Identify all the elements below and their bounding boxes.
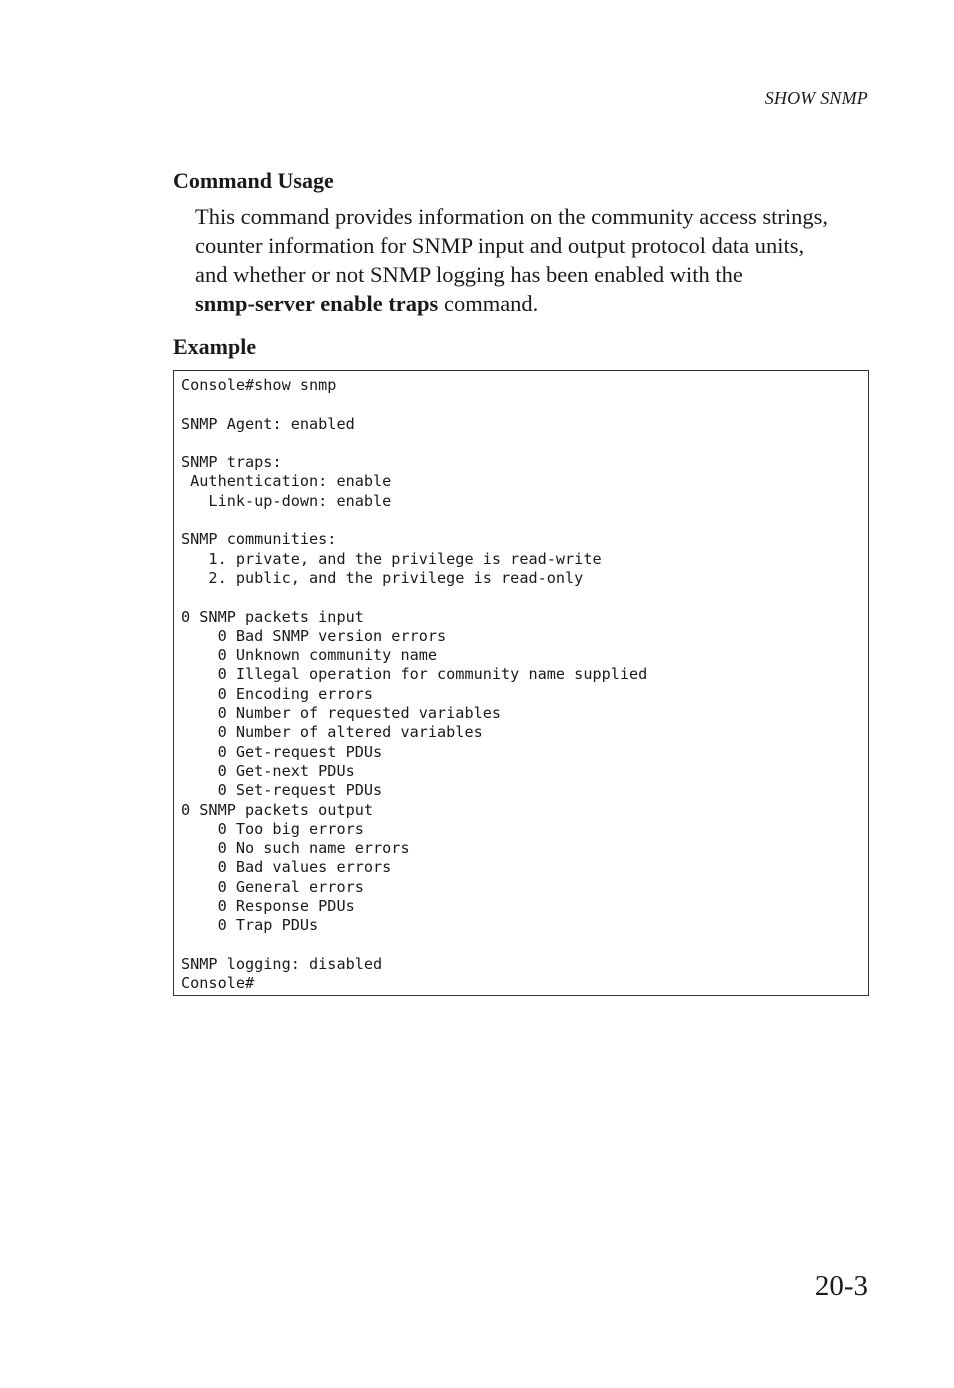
code-line: Authentication: enable: [181, 472, 392, 491]
code-line: 0 Bad SNMP version errors: [181, 626, 447, 645]
code-line: [181, 511, 647, 530]
code-example-box: [173, 370, 869, 996]
command-usage-heading: Command Usage: [173, 168, 334, 193]
usage-line-last: [195, 289, 870, 318]
code-line: SNMP logging: disabled: [181, 954, 383, 973]
code-line: 0 Response PDUs: [181, 897, 355, 916]
code-line: 0 Set-request PDUs: [181, 781, 383, 800]
code-line: [181, 936, 647, 955]
code-line: 2. public, and the privilege is read-only: [181, 568, 584, 587]
code-line: 0 Unknown community name: [181, 646, 438, 665]
code-line: 0 General errors: [181, 877, 364, 896]
command-usage-text: [195, 202, 870, 318]
code-line: 0 No such name errors: [181, 839, 410, 858]
code-line: 0 SNMP packets input: [181, 607, 364, 626]
code-line: [181, 588, 647, 607]
code-line: 0 Bad values errors: [181, 858, 392, 877]
page-number: 20-3: [814, 1270, 868, 1302]
command-name: snmp-server enable traps: [195, 291, 439, 316]
code-line: [181, 395, 647, 414]
usage-line: and whether or not SNMP logging has been enabled with the: [195, 262, 743, 287]
code-line: [181, 434, 647, 453]
code-line: SNMP traps:: [181, 453, 282, 472]
code-listing: [181, 376, 647, 994]
usage-line-tail: command.: [438, 291, 539, 316]
code-line: 1. private, and the privilege is read-write: [181, 549, 602, 568]
code-line: 0 Illegal operation for community name supplied: [181, 665, 648, 684]
example-heading: Example: [173, 334, 257, 359]
code-line: SNMP Agent: enabled: [181, 414, 355, 433]
code-line: 0 Get-next PDUs: [181, 761, 355, 780]
usage-line: This command provides information on the community access strings,: [195, 204, 829, 229]
code-line: Console#show snmp: [181, 376, 337, 394]
code-line: 0 Number of altered variables: [181, 723, 483, 742]
code-line: 0 SNMP packets output: [181, 800, 374, 819]
code-line: 0 Trap PDUs: [181, 916, 319, 935]
code-line: 0 Get-request PDUs: [181, 742, 383, 761]
code-line: SNMP communities:: [181, 530, 337, 549]
running-header: SHOW SNMP: [764, 88, 868, 108]
code-line: Console#: [181, 974, 255, 993]
usage-line: counter information for SNMP input and output protocol data units,: [195, 233, 805, 258]
code-line: 0 Encoding errors: [181, 684, 374, 703]
code-line: 0 Too big errors: [181, 819, 364, 838]
code-line: Link-up-down: enable: [181, 491, 392, 510]
code-line: 0 Number of requested variables: [181, 704, 502, 723]
